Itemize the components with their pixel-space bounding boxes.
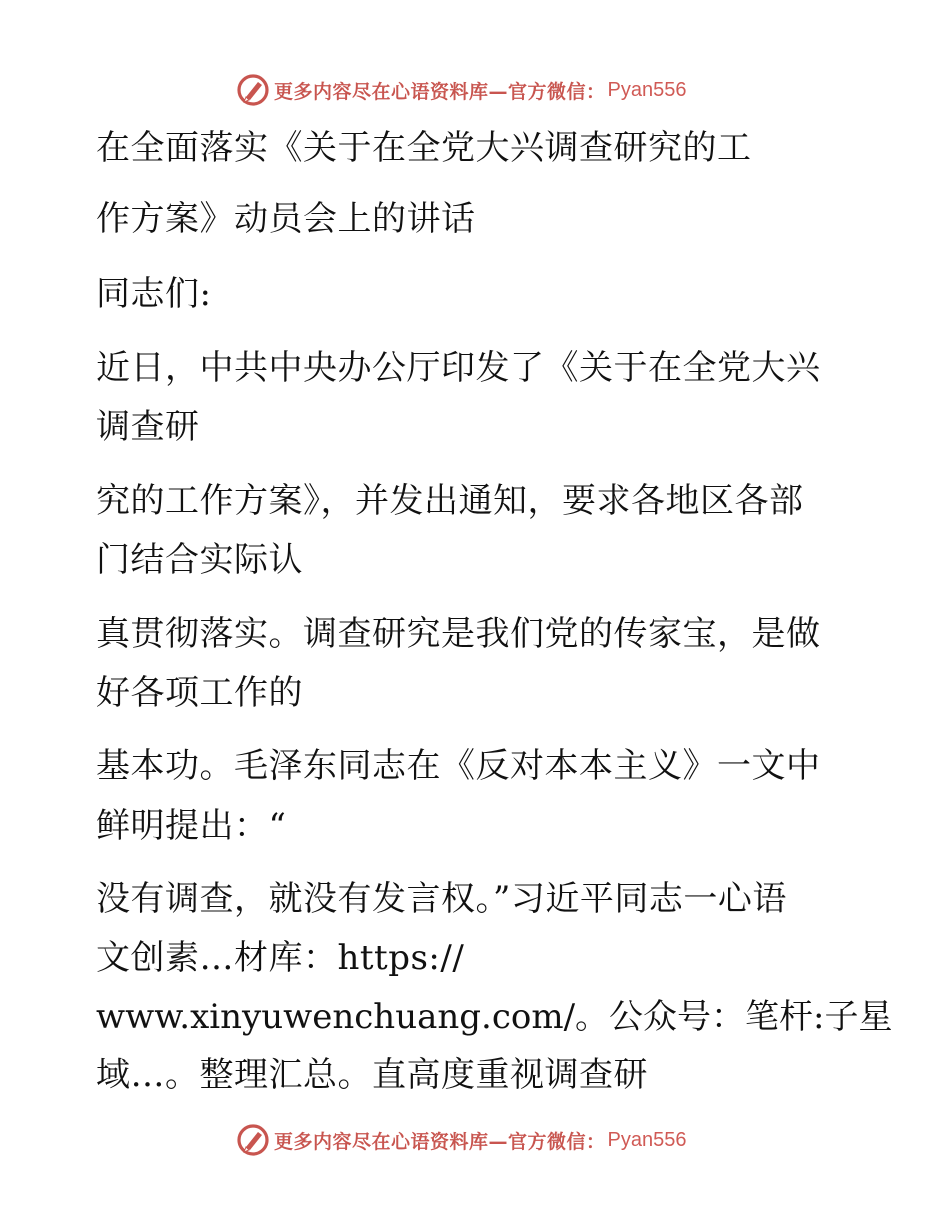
paragraph-line: 文创素…材库：https:// (96, 938, 465, 978)
watermark-footer (236, 1122, 686, 1158)
paragraph-line: 门结合实际认 (96, 540, 303, 580)
paragraph-line: 真贯彻落实。调查研究是我们党的传家宝，是做 (96, 614, 821, 654)
pen-logo-icon (236, 73, 270, 107)
salutation: 同志们: (96, 274, 212, 314)
paragraph-line: 近日，中共中央办公厅印发了《关于在全党大兴 (96, 348, 821, 388)
title-line-2: 作方案》动员会上的讲话 (96, 199, 476, 239)
paragraph-line: 基本功。毛泽东同志在《反对本本主义》一文中 (96, 746, 821, 786)
watermark-text: 更多内容尽在心语资料库—官方微信： (274, 80, 606, 103)
watermark-wechat-id: Pyan556 (607, 78, 687, 101)
paragraph-line: www.xinyuwenchuang.com/。公众号：笔杆:子星 (96, 997, 893, 1037)
paragraph-line: 域…。整理汇总。直高度重视调查研 (96, 1055, 648, 1095)
paragraph-line: 调查研 (96, 407, 200, 447)
watermark-wechat-id: Pyan556 (607, 1128, 687, 1151)
watermark-text: 更多内容尽在心语资料库—官方微信： (274, 1130, 606, 1153)
paragraph-line: 好各项工作的 (96, 673, 303, 713)
paragraph-line: 鲜明提出：“ (96, 806, 287, 846)
title-line-1: 在全面落实《关于在全党大兴调查研究的工 (96, 128, 752, 168)
paragraph-line: 究的工作方案》，并发出通知，要求各地区各部 (96, 481, 804, 521)
watermark-header (236, 72, 686, 108)
paragraph-line: 没有调查，就没有发言权。”习近平同志一心语 (96, 879, 787, 919)
pen-logo-icon (236, 1123, 270, 1157)
